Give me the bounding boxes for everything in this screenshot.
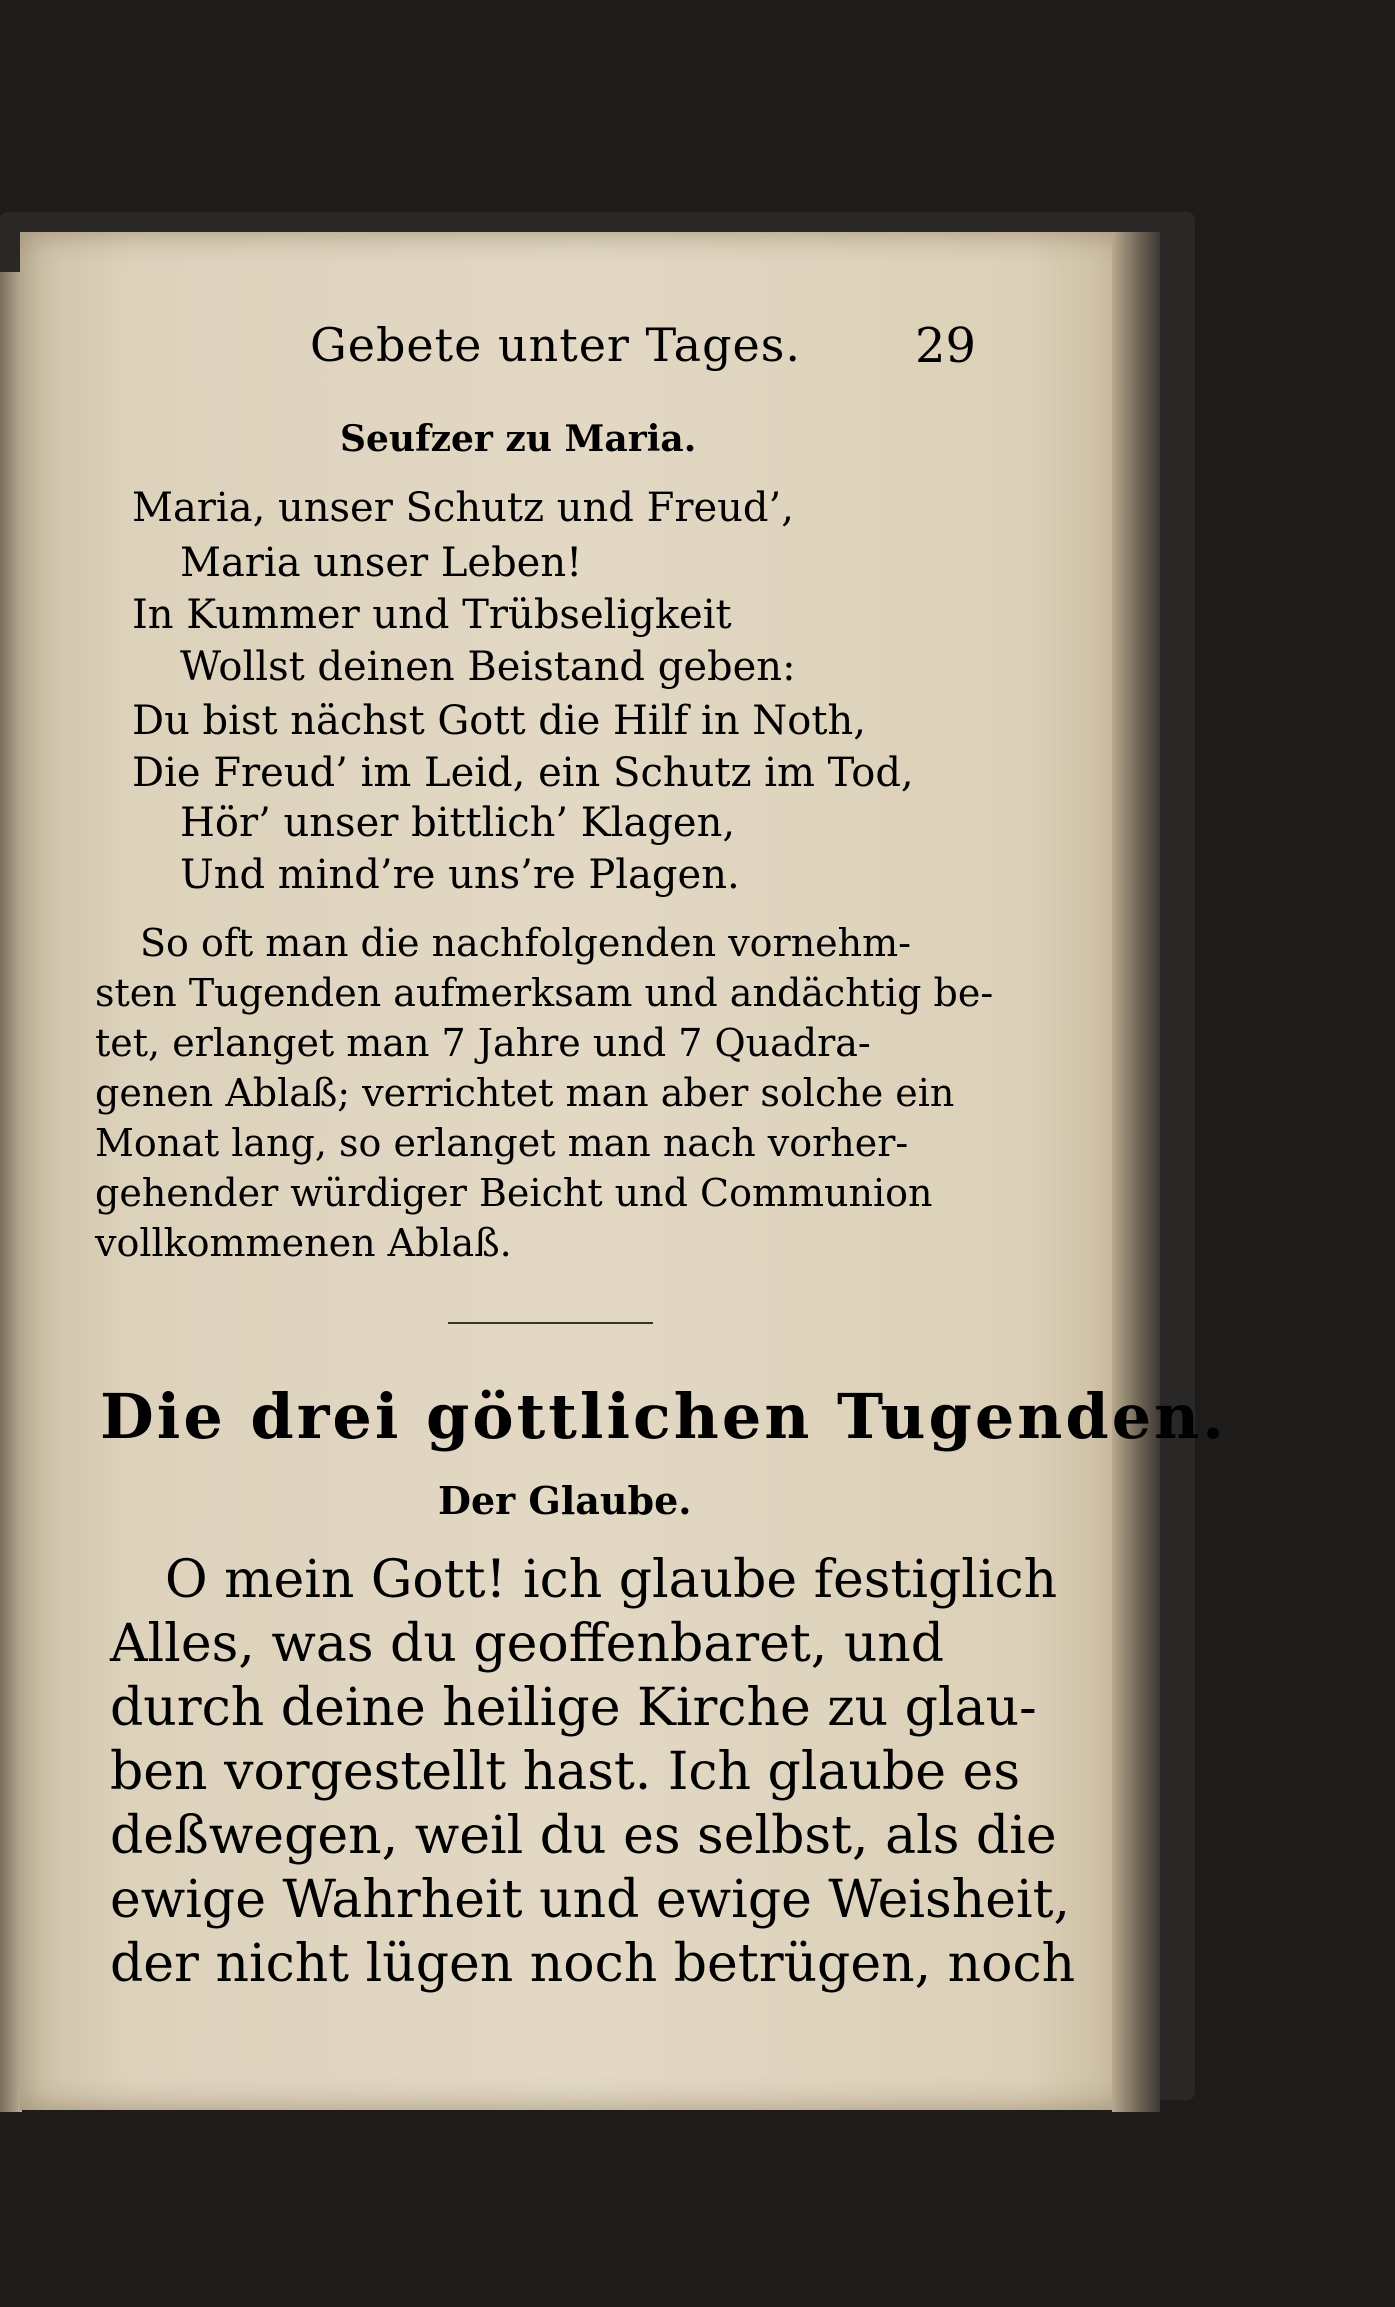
verse-line: Hör’ unser bittlich’ Klagen, — [180, 800, 736, 846]
stanza-title: Seufzer zu Maria. — [340, 418, 697, 460]
section-heading: Die drei göttlichen Tugenden. — [100, 1380, 1227, 1453]
verse-line: Die Freud’ im Leid, ein Schutz im Tod, — [132, 750, 914, 796]
previous-page-edge — [0, 272, 22, 2112]
body-line: durch deine heilige Kirche zu glau- — [110, 1678, 1037, 1738]
body-line: O mein Gott! ich glaube festiglich — [165, 1550, 1058, 1610]
note-line: So oft man die nachfolgenden vornehm- — [140, 921, 912, 965]
note-line: sten Tugenden aufmerksam und andächtig be- — [95, 971, 994, 1015]
note-line: Monat lang, so erlanget man nach vorher- — [95, 1121, 909, 1165]
page-block-edge — [1112, 232, 1160, 2112]
verse-line: In Kummer und Trübseligkeit — [132, 592, 732, 638]
verse-line: Maria, unser Schutz und Freud’, — [132, 485, 794, 531]
sub-heading: Der Glaube. — [438, 1478, 692, 1523]
page-number: 29 — [915, 318, 977, 374]
verse-line: Maria unser Leben! — [180, 540, 583, 586]
body-line: deßwegen, weil du es selbst, als die — [110, 1806, 1057, 1866]
body-line: ben vorgestellt hast. Ich glaube es — [110, 1742, 1020, 1802]
body-line: Alles, was du geoffenbaret, und — [110, 1614, 945, 1674]
body-line: der nicht lügen noch betrügen, noch — [110, 1934, 1076, 1994]
note-line: tet, erlanget man 7 Jahre und 7 Quadra- — [95, 1021, 871, 1065]
verse-line: Wollst deinen Beistand geben: — [180, 644, 796, 690]
note-line: vollkommenen Ablaß. — [95, 1221, 512, 1265]
section-divider — [448, 1322, 653, 1324]
note-line: genen Ablaß; verrichtet man aber solche ein — [95, 1071, 955, 1115]
note-line: gehender würdiger Beicht und Communion — [95, 1171, 933, 1215]
running-head: Gebete unter Tages. — [310, 318, 801, 372]
verse-line: Du bist nächst Gott die Hilf in Noth, — [132, 698, 866, 744]
verse-line: Und mind’re uns’re Plagen. — [180, 852, 740, 898]
body-line: ewige Wahrheit und ewige Weisheit, — [110, 1870, 1071, 1930]
